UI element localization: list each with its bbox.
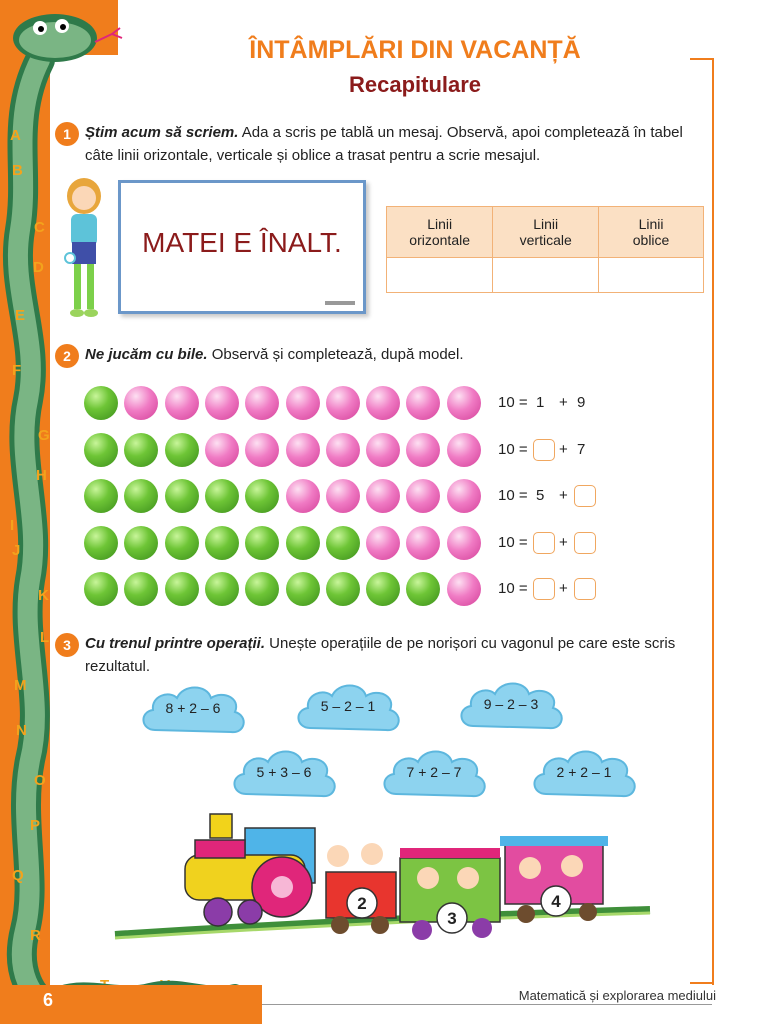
header-vertical-lines: Linii verticale xyxy=(493,207,599,258)
snake-letter: P xyxy=(30,817,41,834)
header-oblique-lines: Linii oblice xyxy=(599,207,704,258)
book-title: Matematică și explorarea mediului xyxy=(518,988,716,1003)
green-bead xyxy=(165,572,199,606)
snake-letter: C xyxy=(34,219,45,236)
board-marker xyxy=(325,301,355,305)
right-bracket xyxy=(690,58,714,985)
first-addend-answer-box[interactable] xyxy=(533,532,555,554)
green-bead xyxy=(165,526,199,560)
snake-letter: N xyxy=(16,722,27,739)
operation-cloud[interactable] xyxy=(137,680,249,742)
second-addend-answer-box[interactable] xyxy=(574,578,596,600)
cloud-operation-text: 9 – 2 – 3 xyxy=(483,696,539,712)
snake-letter: Q xyxy=(12,867,24,884)
second-addend-answer-box[interactable] xyxy=(574,485,596,507)
whiteboard xyxy=(118,180,366,314)
green-bead xyxy=(84,386,118,420)
pink-bead xyxy=(406,433,440,467)
equation-left: 10 = xyxy=(498,440,528,458)
answer-horizontal-cell[interactable] xyxy=(387,258,493,293)
pink-bead xyxy=(286,433,320,467)
plus-sign: + xyxy=(559,487,568,504)
pink-bead xyxy=(286,386,320,420)
page-title: ÎNTÂMPLĂRI DIN VACANȚĂ xyxy=(249,36,581,64)
exercise-2-text: Observă și completează, după model. xyxy=(207,346,464,363)
green-bead xyxy=(286,526,320,560)
operation-cloud[interactable] xyxy=(528,744,640,806)
pink-bead xyxy=(366,433,400,467)
snake-letter: A xyxy=(10,127,21,144)
snake-letter: J xyxy=(12,542,21,559)
exercise-3-text: Unește operațiile de pe norișori cu vagonul pe care este scris rezultatul. xyxy=(85,635,676,675)
cloud-operation-text: 2 + 2 – 1 xyxy=(556,764,612,780)
answer-oblique-cell[interactable] xyxy=(599,258,704,293)
pink-bead xyxy=(245,433,279,467)
exercise-3-instruction xyxy=(85,632,695,678)
right-bracket-bottom xyxy=(690,982,712,984)
exercise-2-lead: Ne jucăm cu bile. xyxy=(85,346,208,363)
equation-left: 10 = xyxy=(498,533,528,551)
pink-bead xyxy=(326,386,360,420)
equation-left: 10 = xyxy=(498,394,528,411)
green-bead xyxy=(124,479,158,513)
answer-vertical-cell[interactable] xyxy=(493,258,599,293)
page-subtitle: Recapitulare xyxy=(348,72,482,97)
plus-sign: + xyxy=(559,580,568,597)
green-bead xyxy=(286,572,320,606)
green-bead xyxy=(84,433,118,467)
first-addend-value: 5 xyxy=(536,487,545,504)
green-bead xyxy=(205,479,239,513)
cloud-operation-text: 7 + 2 – 7 xyxy=(406,764,462,780)
pink-bead xyxy=(165,386,199,420)
green-bead xyxy=(124,526,158,560)
second-addend-value: 9 xyxy=(577,394,586,411)
exercise-2-instruction xyxy=(85,343,685,366)
lines-table-header-row xyxy=(387,207,704,258)
second-addend-value: 7 xyxy=(577,440,586,458)
green-bead xyxy=(124,433,158,467)
exercise-3-number: 3 xyxy=(55,633,79,657)
snake-letter: R xyxy=(30,927,41,944)
exercise-1-text: Ada a scris pe tablă un mesaj. Observă, apoi completează în tabel câte linii orizontale, verticale și oblice a trasat pentru a scrie mesajul. xyxy=(85,124,683,164)
cloud-operation-text: 5 – 2 – 1 xyxy=(320,698,376,714)
green-bead xyxy=(326,526,360,560)
green-bead xyxy=(84,479,118,513)
cloud-operation-text: 8 + 2 – 6 xyxy=(165,700,221,716)
operation-cloud[interactable] xyxy=(378,744,490,806)
green-bead xyxy=(84,572,118,606)
snake-letter: G xyxy=(38,427,50,444)
snake-letter: E xyxy=(15,307,26,324)
plus-sign: + xyxy=(559,440,568,458)
pink-bead xyxy=(447,433,481,467)
lines-table xyxy=(386,206,704,293)
footer-orange-bar xyxy=(0,985,262,1024)
first-addend-answer-box[interactable] xyxy=(533,578,555,600)
snake-letter: L xyxy=(40,629,50,646)
pink-bead xyxy=(326,479,360,513)
exercise-1-lead: Știm acum să scriem. xyxy=(85,124,239,141)
pink-bead xyxy=(124,386,158,420)
exercise-3-lead: Cu trenul printre operații. xyxy=(85,635,266,652)
pink-bead xyxy=(326,433,360,467)
equation-left: 10 = xyxy=(498,580,528,597)
green-bead xyxy=(366,572,400,606)
operation-cloud[interactable] xyxy=(455,676,567,738)
snake-letter: D xyxy=(33,259,44,276)
pink-bead xyxy=(447,386,481,420)
green-bead xyxy=(124,572,158,606)
equation-left: 10 = xyxy=(498,487,528,504)
exercise-2-number: 2 xyxy=(55,344,79,368)
exercise-1-instruction xyxy=(85,121,685,167)
snake-letter: F xyxy=(12,362,22,379)
green-bead xyxy=(205,572,239,606)
green-bead xyxy=(245,526,279,560)
green-bead xyxy=(245,479,279,513)
operation-cloud[interactable] xyxy=(292,678,404,740)
pink-bead xyxy=(406,386,440,420)
snake-letter: I xyxy=(10,517,15,534)
wagon-2-number: 3 xyxy=(447,909,457,928)
pink-bead xyxy=(447,572,481,606)
plus-sign: + xyxy=(559,394,568,411)
whiteboard-message: MATEI E ÎNALT. xyxy=(142,227,342,258)
wagon-3-number: 4 xyxy=(551,892,561,911)
pink-bead xyxy=(205,433,239,467)
train-illustration xyxy=(110,800,655,965)
snake-letter: M xyxy=(14,677,27,694)
pink-bead xyxy=(406,526,440,560)
pink-bead xyxy=(406,479,440,513)
snake-letter: O xyxy=(34,772,46,789)
green-bead xyxy=(84,526,118,560)
footer-rule xyxy=(262,1004,712,1005)
first-addend-value: 1 xyxy=(536,394,545,411)
green-bead xyxy=(165,479,199,513)
pink-bead xyxy=(366,479,400,513)
pink-bead xyxy=(366,386,400,420)
pink-bead xyxy=(447,526,481,560)
lines-table-answer-row xyxy=(387,258,704,293)
pink-bead xyxy=(245,386,279,420)
pink-bead xyxy=(286,479,320,513)
cloud-operation-text: 5 + 3 – 6 xyxy=(256,764,312,780)
page-number: 6 xyxy=(43,990,54,1010)
green-bead xyxy=(245,572,279,606)
pink-bead xyxy=(205,386,239,420)
pink-bead xyxy=(366,526,400,560)
second-addend-answer-box[interactable] xyxy=(574,532,596,554)
pink-bead xyxy=(447,479,481,513)
wagon-1-number: 2 xyxy=(357,894,367,913)
first-addend-answer-box[interactable] xyxy=(533,439,555,461)
green-bead xyxy=(326,572,360,606)
header-horizontal-lines: Linii orizontale xyxy=(387,207,493,258)
green-bead xyxy=(165,433,199,467)
snake-letter: B xyxy=(12,162,23,179)
operation-cloud[interactable] xyxy=(228,744,340,806)
exercise-1-number: 1 xyxy=(55,122,79,146)
girl-ada-illustration xyxy=(58,176,110,321)
green-bead xyxy=(406,572,440,606)
snake-letter: H xyxy=(36,467,47,484)
plus-sign: + xyxy=(559,533,568,551)
green-bead xyxy=(205,526,239,560)
snake-letter: K xyxy=(38,587,49,604)
